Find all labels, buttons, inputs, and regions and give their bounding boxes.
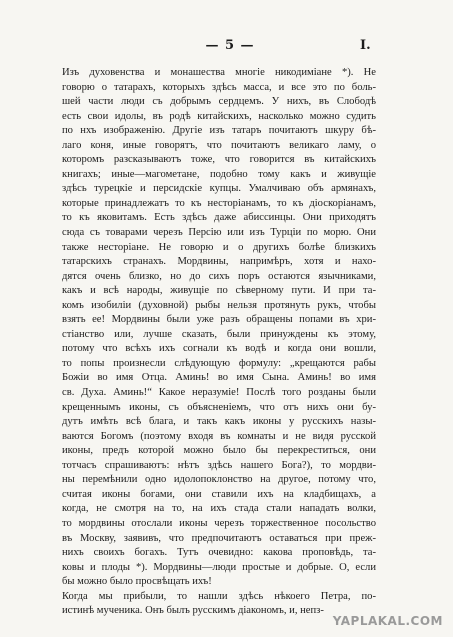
text-line: есть свои идолы, въ родѣ китайскихъ, насколько можно судить <box>62 110 376 122</box>
text-line: потому что всѣхъ ихъ согнали къ водѣ и когда они вошли, <box>62 343 376 355</box>
body-text <box>62 66 376 619</box>
page-number: — 5 — <box>205 38 255 53</box>
text-line: комъ изобиліи (духовной) рыбы нельзя протянуть рукъ, чтобы <box>62 299 376 311</box>
text-line: св. Духа. Аминь!“ Какое неразуміе! Послѣ того розданы были <box>62 387 376 399</box>
text-line: взять ее! Мордвины были уже разъ обращены попами въ хри- <box>62 314 376 326</box>
text-line: какъ и всѣ народы, живущіе по сѣверному пути. И при та- <box>62 285 376 297</box>
text-line: которомъ разсказываютъ тоже, что говорится въ китайскихъ <box>62 154 376 166</box>
text-line: ны перемѣнили одно идолопоклонство на другое, потому что, <box>62 474 376 486</box>
text-line: когда, не смотря на то, на ихъ стада стали нападать волки, <box>62 503 376 515</box>
text-line: истинѣ мученика. Онъ былъ русскимъ діакономъ, и, непз- <box>62 605 324 617</box>
text-line: лаго коня, иные говорятъ, что почитаютъ великаго ламу, о <box>62 139 376 151</box>
text-line: сюда съ товарами черезъ Персію или изъ Турціи по морю. Они <box>62 227 376 239</box>
text-line: нихъ своихъ богахъ. Тутъ очевидно: какова проповѣдь, та- <box>62 547 376 559</box>
text-line: иконы, предъ которой можно было бы перекреститься, они <box>62 445 376 457</box>
watermark: YAPLAKAL.COM <box>332 614 443 628</box>
text-line: ковы и плоды *). Мордвины—люди простые и добрые. О, если <box>62 561 376 573</box>
text-line: Когда мы прибыли, то нашли здѣсь нѣкоего Петра, по- <box>62 590 376 602</box>
text-line: ваются Богомъ (поэтому входя въ комнаты и не видя русской <box>62 430 376 442</box>
text-line: говорю о татарахъ, которыхъ здѣсь масса, и все это по боль- <box>62 81 376 93</box>
text-line: по нхъ изображенію. Другіе изъ татаръ почитаютъ шкуру бѣ- <box>62 125 376 137</box>
text-line: то къ яковитамъ. Есть здѣсь даже абиссинцы. Они приходятъ <box>62 212 376 224</box>
text-line: шей части люди съ добрымъ сердцемъ. У нихъ, въ Слободѣ <box>62 96 376 108</box>
text-line: Изъ духовенства и монашества многіе никодиміане *). Не <box>62 67 376 78</box>
text-line: дятся очень близко, но до сихъ поръ остаются язычниками, <box>62 270 376 282</box>
text-line: дутъ имѣть всѣ блага, и такъ какъ иконы у русскихъ назы- <box>62 416 376 428</box>
text-line: считая иконы богами, они ставили ихъ на кладбищахъ, а <box>62 488 376 500</box>
page-header <box>0 38 453 58</box>
text-line: то мордвины отослали иконы черезъ торжественное посольство <box>62 517 376 529</box>
text-line: крещеннымъ иконы, съ объясненіемъ, что отъ нихъ они бу- <box>62 401 376 413</box>
text-line: также несторіане. Не говорю и о другихъ болѣе близкихъ <box>62 241 376 253</box>
text-line: которые принадлежатъ то къ несторіанамъ, то къ діоскоріанамъ, <box>62 197 376 209</box>
text-line: здѣсь турецкіе и персидскіе купцы. Умалчиваю объ армянахъ, <box>62 183 376 195</box>
text-line: стіанство или, лучше сказать, были принуждены къ этому, <box>62 328 376 340</box>
text-line: то попы произнесли слѣдующую формулу: „крещаются рабы <box>62 357 376 369</box>
text-line: въ Москву, заявивъ, что предпочитаютъ оставаться при преж- <box>62 532 376 544</box>
text-line: тотчасъ спрашиваютъ: нѣтъ здѣсь нашего Бога?), то мордви- <box>62 459 376 471</box>
text-line: Божіи во имя Отца. Аминь! во имя Сына. Аминь! во имя <box>62 372 376 384</box>
text-line: бы можно было просвѣщать ихъ! <box>62 576 212 588</box>
text-line: татарскихъ странахъ. Мордвины, напримѣръ, хотя и нахо- <box>62 256 376 268</box>
text-line: книгахъ; иные—магометане, подобно тому какъ и живущіе <box>62 168 376 180</box>
section-number: I. <box>360 38 371 53</box>
